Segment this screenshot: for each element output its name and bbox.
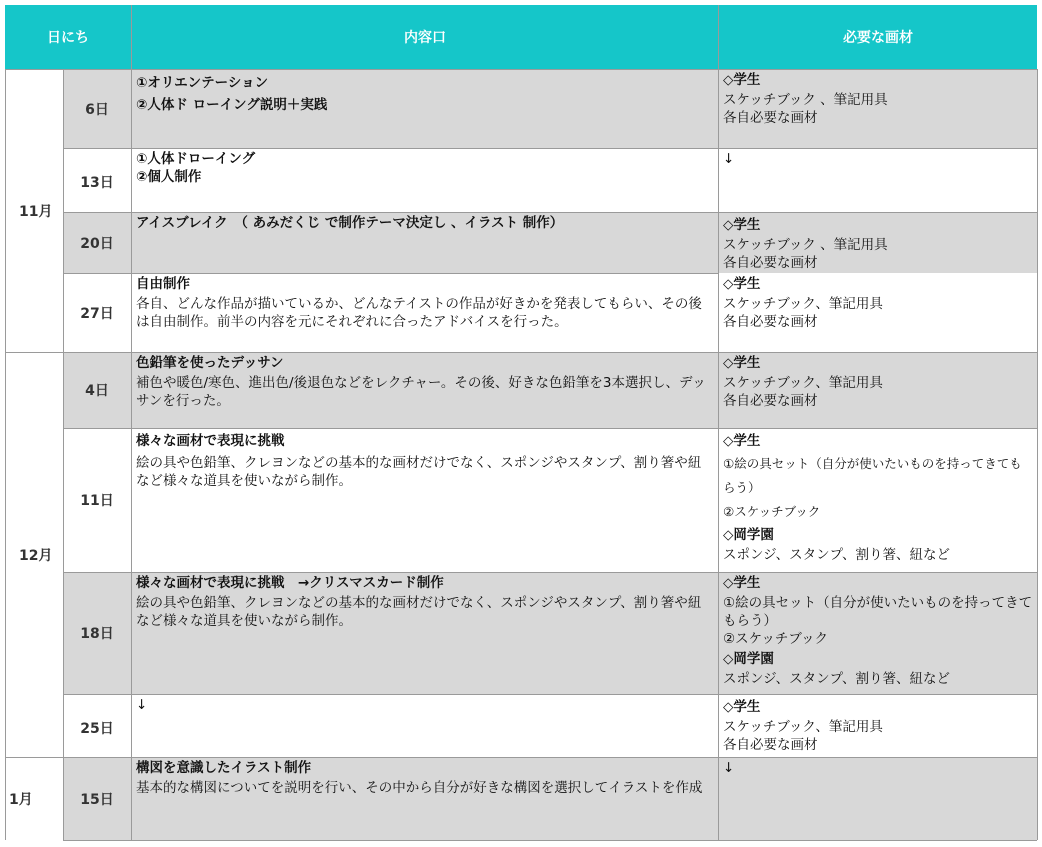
content-text: 各自、どんな作品が描いているか、どんなテイストの作品が好きかを発表してもらい、その後は自由制作。前半の内容を元にそれぞれに合ったアドバイスを行った。 (136, 296, 702, 330)
content-text: 基本的な構図についてを説明を行い、その中から自分が好きな構図を選択してイラストを作成 (136, 780, 703, 796)
materials-title: ◇学生 (723, 699, 761, 715)
content-cell: ①オリエンテーション ②人体ド ローイング説明＋実践 (132, 69, 718, 148)
materials-cell: ↓ (719, 148, 1037, 212)
materials-text: スポンジ、スタンプ、割り箸、紐など (723, 547, 951, 563)
grid-line (63, 148, 1037, 149)
content-title: 構図を意識したイラスト制作 (136, 760, 312, 776)
materials-cell (719, 428, 1037, 572)
grid-line (718, 5, 719, 840)
content-text: 絵の具や色鉛筆、クレヨンなどの基本的な画材だけでなく、スポンジやスタンプ、割り箸や紐など様々な道具を使いながら制作。 (136, 455, 702, 489)
content-title: 色鉛筆を使ったデッサン (136, 355, 284, 371)
materials-text: スケッチブック 、筆記用具 各自必要な画材 (723, 237, 888, 271)
content-title: 様々な画材で表現に挑戦 →クリスマスカード制作 (136, 575, 444, 591)
grid-line (63, 572, 1037, 573)
month-december: 12月 (5, 352, 63, 757)
grid-line (1037, 69, 1038, 840)
day-cell: 6日 (63, 69, 131, 148)
materials-text: スケッチブック、筆記用具 各自必要な画材 (723, 719, 883, 753)
materials-title: ◇岡学園 (723, 651, 774, 667)
grid-line (63, 273, 719, 274)
day-cell: 25日 (63, 694, 131, 757)
content-cell: ①人体ドローイング ②個人制作 (132, 148, 718, 212)
content-cell (132, 428, 718, 572)
materials-title: ◇学生 (723, 217, 761, 233)
content-text: 補色や暖色/寒色、進出色/後退色などをレクチャー。その後、好きな色鉛筆を3本選択し、デッサンを行った。 (136, 375, 706, 409)
materials-text: スポンジ、スタンプ、割り箸、紐など (723, 671, 951, 687)
content-title: 様々な画材で表現に挑戦 (136, 433, 285, 449)
grid-line (131, 5, 132, 840)
content-cell (132, 572, 718, 694)
grid-line (5, 69, 1037, 70)
content-cell (132, 273, 718, 352)
materials-cell (719, 212, 1037, 273)
grid-line (63, 212, 1037, 213)
header-date: 日にち (5, 5, 131, 69)
day-cell: 20日 (63, 212, 131, 273)
materials-text: ①絵の具セット（自分が使いたいものを持ってきてもらう） ②スケッチブック (723, 595, 1033, 647)
materials-title: ◇学生 (723, 355, 761, 371)
grid-line (63, 694, 1037, 695)
materials-cell (719, 694, 1037, 757)
header-materials: 必要な画材 (719, 5, 1037, 69)
materials-text: スケッチブック、筆記用具 各自必要な画材 (723, 296, 883, 330)
materials-text: ①絵の具セット（自分が使いたいものを持ってきてもらう） (723, 456, 1022, 495)
grid-line (63, 840, 1037, 841)
content-cell: ↓ (132, 694, 718, 757)
day-cell: 15日 (63, 757, 131, 840)
materials-title: ◇岡学園 (723, 527, 774, 543)
day-cell: 13日 (63, 148, 131, 212)
materials-cell: ↓ (719, 757, 1037, 840)
content-text: 絵の具や色鉛筆、クレヨンなどの基本的な画材だけでなく、スポンジやスタンプ、割り箸や紐など様々な道具を使いながら制作。 (136, 595, 702, 629)
header-content: 内容口 (132, 5, 718, 69)
content-title: 自由制作 (136, 276, 190, 292)
materials-title: ◇学生 (723, 276, 761, 292)
content-cell: アイスブレイク （ あみだくじ で制作テーマ決定し 、イラスト 制作） (132, 212, 718, 273)
day-cell: 11日 (63, 428, 131, 572)
content-cell (132, 757, 718, 840)
grid-line (5, 69, 6, 840)
month-january: 1月 (5, 757, 63, 840)
grid-line (5, 352, 1037, 353)
materials-text: ②スケッチブック (723, 504, 821, 519)
materials-title: ◇学生 (723, 72, 761, 88)
materials-title: ◇学生 (723, 575, 761, 591)
grid-line (5, 757, 1037, 758)
materials-text: スケッチブック、筆記用具 各自必要な画材 (723, 375, 883, 409)
day-cell: 18日 (63, 572, 131, 694)
materials-cell (719, 273, 1037, 352)
grid-line (63, 428, 1037, 429)
grid-line (63, 69, 64, 840)
content-cell (132, 352, 718, 428)
materials-cell (719, 352, 1037, 428)
materials-title: ◇学生 (723, 433, 761, 449)
materials-cell (719, 69, 1037, 148)
day-cell: 27日 (63, 273, 131, 352)
day-cell: 4日 (63, 352, 131, 428)
month-november: 11月 (5, 69, 63, 352)
materials-text: スケッチブック 、筆記用具 各自必要な画材 (723, 92, 888, 126)
materials-cell (719, 572, 1037, 694)
